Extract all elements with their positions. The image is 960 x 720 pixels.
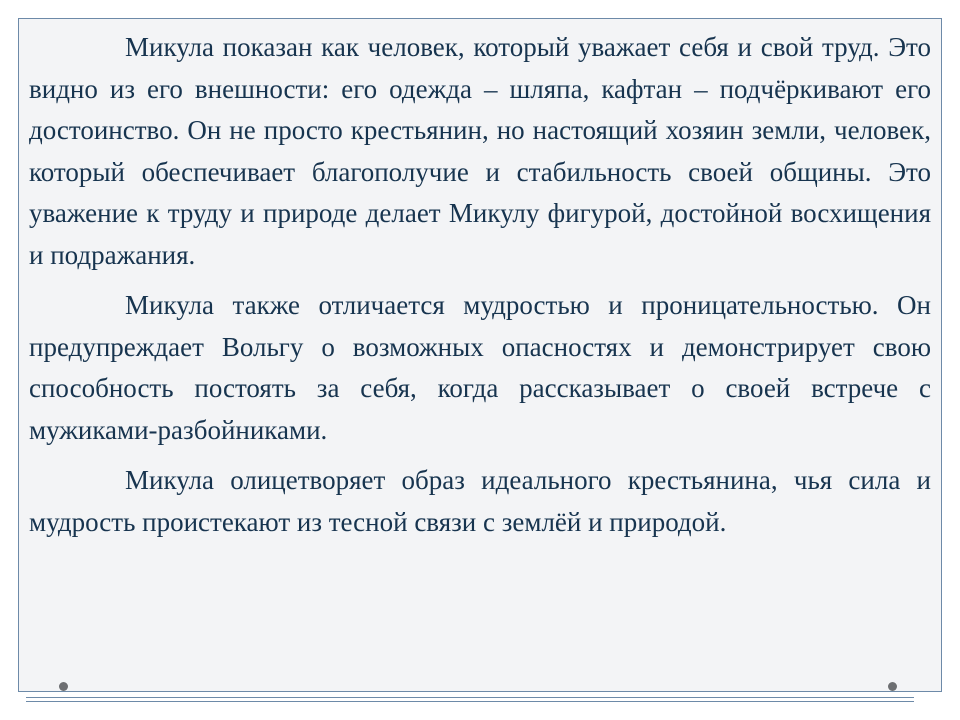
decorative-dot-right xyxy=(888,682,897,691)
slide-frame xyxy=(18,18,942,692)
text-body xyxy=(29,27,931,543)
paragraph-2: Микула также отличается мудростью и проницательностью. Он предупреждает Вольгу о возможных опасностях и демонстрирует свою способность постоять за себя, когда рассказывает о своей встрече с мужиками-разбойниками. xyxy=(29,290,931,445)
footer-rule-top xyxy=(26,697,914,698)
paragraph-1: Микула показан как человек, который уважает себя и свой труд. Это видно из его внешности: его одежда – шляпа, кафтан – подчёркивают его достоинство. Он не просто крестьянин, но настоящий хозяин земли, человек, который обеспечивает благополучие и стабильность своей общины. Это уважение к труду и природе делает Микулу фигурой, достойной восхищения и подражания. xyxy=(29,32,931,270)
decorative-dot-left xyxy=(59,682,68,691)
footer-rule-bottom xyxy=(26,701,914,702)
paragraph-3: Микула олицетворяет образ идеального крестьянина, чья сила и мудрость проистекают из тесной связи с землёй и природой. xyxy=(29,465,931,537)
